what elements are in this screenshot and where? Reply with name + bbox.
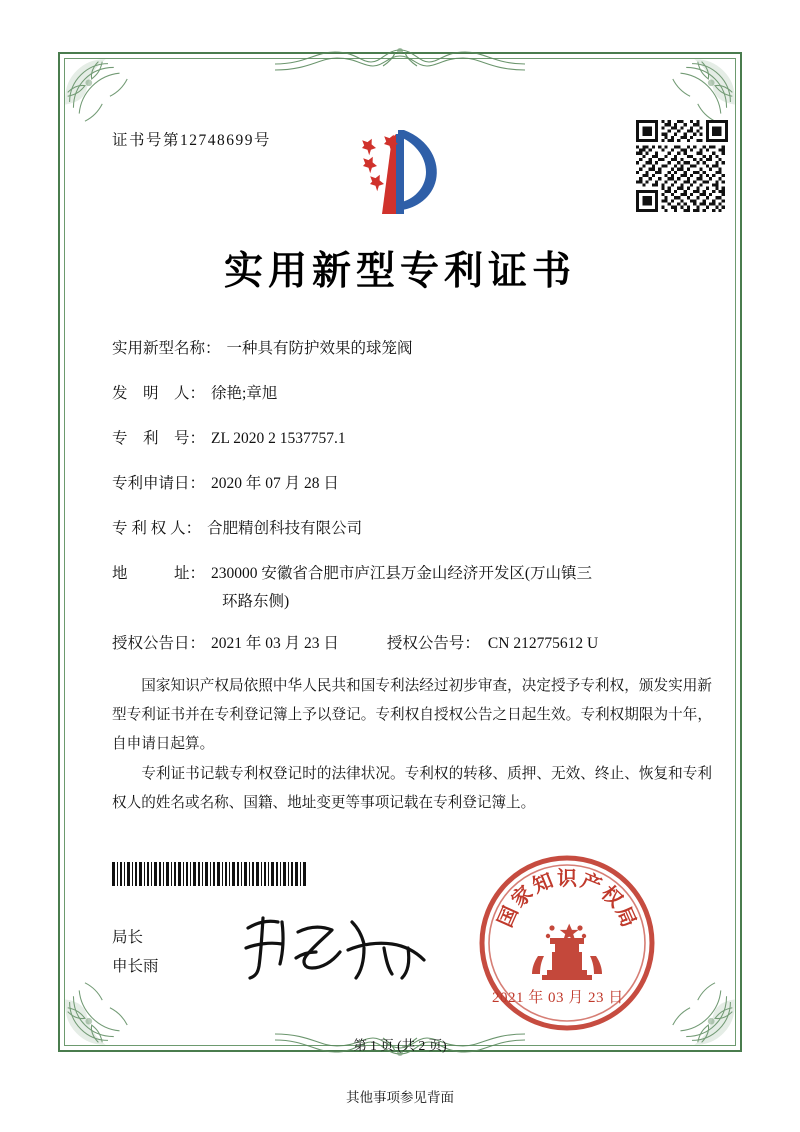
field-label: 地 址：: [112, 564, 206, 582]
field-row-address: [112, 563, 712, 585]
svg-text:家: 家: [506, 880, 538, 912]
field-label: 专 利 权 人：: [112, 519, 202, 537]
field-row-utility-model-name: [112, 338, 712, 360]
field-value-grant-number: CN 212775612 U: [487, 635, 599, 653]
field-label: 发 明 人：: [112, 384, 206, 402]
signature-labels: [112, 924, 159, 981]
seal-date: 2021 年 03 月 23 日: [492, 990, 624, 1006]
field-label: 专 利 号：: [112, 429, 206, 447]
footer-note: 其他事项参见背面: [346, 1090, 454, 1105]
field-row-application-date: [112, 473, 712, 495]
legal-paragraph-2: 专利证书记载专利权登记时的法律状况。专利权的转移、质押、无效、终止、恢复和专利权人的姓名或名称、国籍、地址变更等事项记载在专利登记簿上。: [112, 765, 712, 811]
svg-text:产: 产: [577, 867, 606, 898]
svg-text:知: 知: [528, 867, 557, 898]
director-name-label: 申长雨: [112, 957, 159, 975]
certificate-number: 证书号第12748699号: [112, 132, 272, 149]
field-value-grant-date: 2021 年 03 月 23 日: [211, 635, 339, 653]
svg-text:识: 识: [557, 866, 577, 890]
page-title: 实用新型专利证书: [223, 248, 576, 294]
svg-text:权: 权: [596, 880, 628, 912]
handwritten-signature-icon: [236, 908, 436, 984]
cnipa-logo-icon: [352, 118, 456, 222]
field-row-patent-number: [112, 428, 712, 450]
field-row-patentee: [112, 518, 712, 540]
address-continuation: 环路东侧): [222, 593, 290, 611]
barcode-icon: [112, 862, 308, 886]
field-label-grant-number: 授权公告号：: [386, 635, 480, 653]
field-label: 专利申请日：: [112, 474, 206, 492]
field-label: 实用新型名称：: [112, 340, 221, 357]
legal-text-block: [112, 672, 712, 818]
certificate-fields: [112, 338, 712, 678]
field-value: 合肥精创科技有限公司: [207, 519, 363, 537]
field-row-inventor: [112, 383, 712, 405]
field-label-grant-date: 授权公告日：: [112, 635, 206, 653]
director-title-label: 局长: [112, 929, 144, 946]
svg-text:国: 国: [492, 902, 523, 931]
field-value: 230000 安徽省合肥市庐江县万金山经济开发区(万山镇三: [211, 564, 593, 582]
legal-paragraph-1: 国家知识产权局依照中华人民共和国专利法经过初步审查，决定授予专利权，颁发实用新型专利证书并在专利登记簿上予以登记。专利权自授权公告之日起生效。专利权期限为十年，自申请日起算。: [112, 678, 712, 753]
field-value: 徐艳;章旭: [211, 384, 278, 402]
top-border-ornament-icon: [275, 44, 525, 78]
svg-text:局: 局: [611, 902, 642, 931]
page-number: 第 1 页 (共 2 页): [353, 1038, 447, 1053]
qr-code-icon: [636, 120, 728, 212]
field-value: ZL 2020 2 1537757.1: [211, 429, 346, 447]
field-value: 2020 年 07 月 28 日: [211, 474, 339, 492]
field-value: 一种具有防护效果的球笼阀: [226, 340, 413, 357]
field-row-grant-publication: [112, 633, 712, 655]
